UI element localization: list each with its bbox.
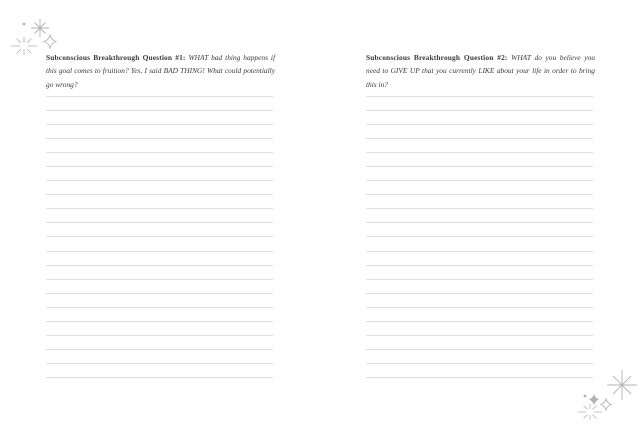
- ruled-line: [366, 363, 593, 364]
- ruled-line: [366, 293, 593, 294]
- ruled-line: [366, 307, 593, 308]
- ruled-line: [366, 335, 593, 336]
- ruled-line: [46, 251, 273, 252]
- question-text: WHAT do you believe you need to GIVE UP that you currently LIKE about your life in order to bring this in?: [366, 53, 595, 89]
- ruled-line: [366, 180, 593, 181]
- ruled-line: [366, 110, 593, 111]
- ray-burst-icon: [11, 37, 37, 55]
- ruled-line: [366, 96, 593, 97]
- ruled-line: [46, 321, 273, 322]
- right-page-question: [366, 51, 595, 91]
- ruled-line: [366, 222, 593, 223]
- question-label: Subconscious Breakthrough Question #2:: [366, 53, 508, 62]
- ruled-line: [46, 307, 273, 308]
- question-text: WHAT bad thing happens if this goal comes to fruition? Yes, I said BAD THING! What could potentially go wrong?: [46, 53, 275, 89]
- ruled-line: [366, 349, 593, 350]
- sparkle-dot-icon: [584, 395, 587, 398]
- ruled-line: [46, 138, 273, 139]
- ruled-line: [366, 265, 593, 266]
- ruled-line: [46, 363, 273, 364]
- sparkle-cluster-icon: [572, 367, 638, 423]
- ruled-line: [46, 208, 273, 209]
- ruled-line: [366, 377, 593, 378]
- ruled-line: [46, 96, 273, 97]
- right-page-ruled-lines: [366, 96, 593, 391]
- ruled-line: [46, 293, 273, 294]
- ruled-line: [366, 251, 593, 252]
- ruled-line: [366, 138, 593, 139]
- four-point-sparkle-icon: [601, 399, 611, 410]
- ruled-line: [46, 279, 273, 280]
- ruled-line: [46, 222, 273, 223]
- ruled-line: [366, 321, 593, 322]
- eight-ray-star-icon: [31, 19, 49, 37]
- four-point-sparkle-icon: [589, 394, 599, 405]
- ruled-line: [46, 152, 273, 153]
- ruled-line: [366, 236, 593, 237]
- ruled-line: [46, 124, 273, 125]
- ruled-line: [366, 208, 593, 209]
- left-page-question: [46, 51, 275, 91]
- ruled-line: [46, 377, 273, 378]
- question-label: Subconscious Breakthrough Question #1:: [46, 53, 186, 62]
- ruled-line: [46, 265, 273, 266]
- sparkle-dot-icon: [23, 23, 26, 26]
- ruled-line: [366, 194, 593, 195]
- eight-ray-star-icon: [607, 370, 637, 400]
- ruled-line: [366, 279, 593, 280]
- ruled-line: [46, 236, 273, 237]
- ruled-line: [366, 124, 593, 125]
- ruled-line: [46, 335, 273, 336]
- ruled-line: [366, 152, 593, 153]
- ruled-line: [46, 166, 273, 167]
- sparkle-cluster-bottom-right: [572, 367, 638, 423]
- ruled-line: [46, 349, 273, 350]
- ruled-line: [46, 194, 273, 195]
- left-page-ruled-lines: [46, 96, 273, 391]
- four-point-sparkle-icon: [44, 35, 56, 48]
- ruled-line: [366, 166, 593, 167]
- ruled-line: [46, 180, 273, 181]
- ray-burst-icon: [578, 404, 602, 420]
- ruled-line: [46, 110, 273, 111]
